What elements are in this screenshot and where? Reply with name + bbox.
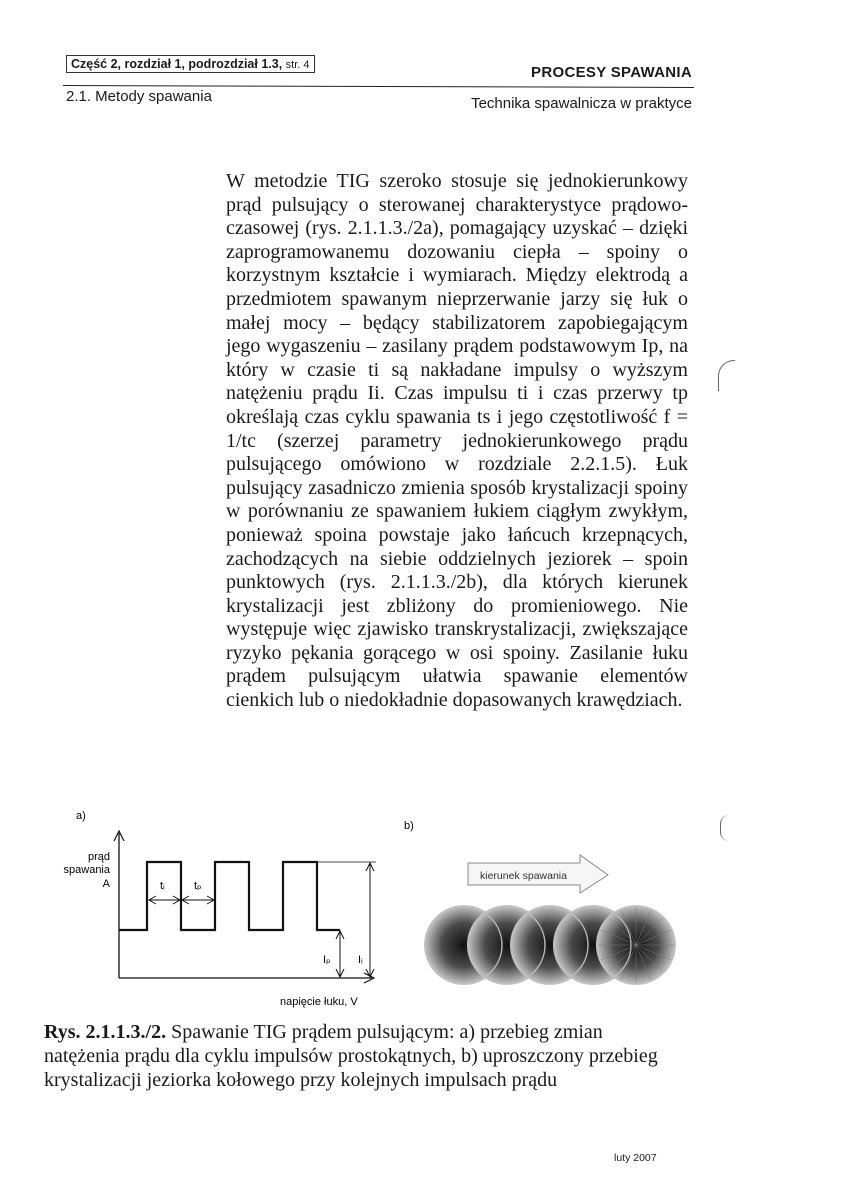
chapter-reference [66, 55, 315, 73]
section-title: 2.1. Metody spawania [66, 88, 212, 105]
panel-a-label: a) [76, 810, 86, 822]
figure-caption [44, 1020, 666, 1092]
figure-caption-text: Spawanie TIG prądem pulsującym: a) przebieg zmian natężenia prądu dla cyklu impulsów prostokątnych, b) uproszczony przebieg krystalizacji jeziorka kołowego przy kolejnych impulsach prądu [44, 1021, 658, 1091]
ip-label: Iₚ [323, 954, 331, 966]
weld-pools [424, 905, 676, 985]
ii-label: Iᵢ [358, 954, 363, 966]
body-paragraph: W metodzie TIG szeroko stosuje się jednokierunkowy prąd pulsujący o sterowanej charakterystyce prądowo-czasowej (rys. 2.1.1.3./2a), pomagający uzyskać – dzięki zaprogramowanemu dozowaniu ciepła – spoiny o korzystnym kształcie i wymiarach. Między elektrodą a przedmiotem spawanym nieprzerwanie jarzy się łuk o małej mocy – będący stabilizatorem zapobiegającym jego wygaszeniu – zasilany prądem podstawowym Ip, na który w czasie ti są nakładane impulsy o wyższym natężeniu prądu Ii. Czas impulsu ti i czas przerwy tp określają czas cyklu spawania ts i jego częstotliwość f = 1/tc (szerzej parametry jednokierunkowego prądu pulsującego omówiono w rozdziale 2.2.1.5). Łuk pulsujący zasadniczo zmienia sposób krystalizacji spoiny w porównaniu ze spawaniem łukiem ciągłym zwykłym, ponieważ spoina powstaje jako łańcuch krzepnących, zachodzących na siebie oddzielnych jeziorek – spoin punktowych (rys. 2.1.1.3./2b), dla których kierunek krystalizacji jest zbliżony do promieniowego. Nie występuje więc zjawisko transkrystalizacji, zwiększające ryzyko pękania gorącego w osi spoiny. Zasilanie łuku prądem pulsującym ułatwia spawanie elementów cienkich lub o niedokładnie dopasowanych krawędziach. [226, 170, 688, 712]
footer-date: luty 2007 [614, 1152, 657, 1164]
book-subtitle: Technika spawalnicza w praktyce [471, 95, 692, 112]
pulse-waveform [119, 862, 340, 930]
figure-caption-label: Rys. 2.1.1.3./2. [44, 1021, 167, 1043]
x-axis-label: napięcie łuku, V [280, 996, 358, 1008]
welding-direction-label: kierunek spawania [480, 870, 567, 882]
y-axis-label-2: spawania [63, 864, 110, 876]
ti-label: tᵢ [160, 880, 165, 892]
crystallization-rays [598, 907, 674, 983]
tp-label: tₚ [194, 880, 202, 892]
panel-b-label: b) [404, 820, 414, 832]
figure [40, 805, 720, 1020]
y-axis-label-1: prąd [87, 851, 110, 863]
book-title: PROCESY SPAWANIA [531, 64, 692, 81]
chapter-reference-main: Część 2, rozdział 1, podrozdział 1.3, [71, 57, 283, 71]
scan-mark [718, 360, 735, 391]
chapter-reference-page: str. 4 [285, 59, 310, 71]
y-axis-label-3: A [102, 878, 110, 890]
scan-mark [720, 815, 729, 841]
figure-svg [40, 805, 720, 1020]
